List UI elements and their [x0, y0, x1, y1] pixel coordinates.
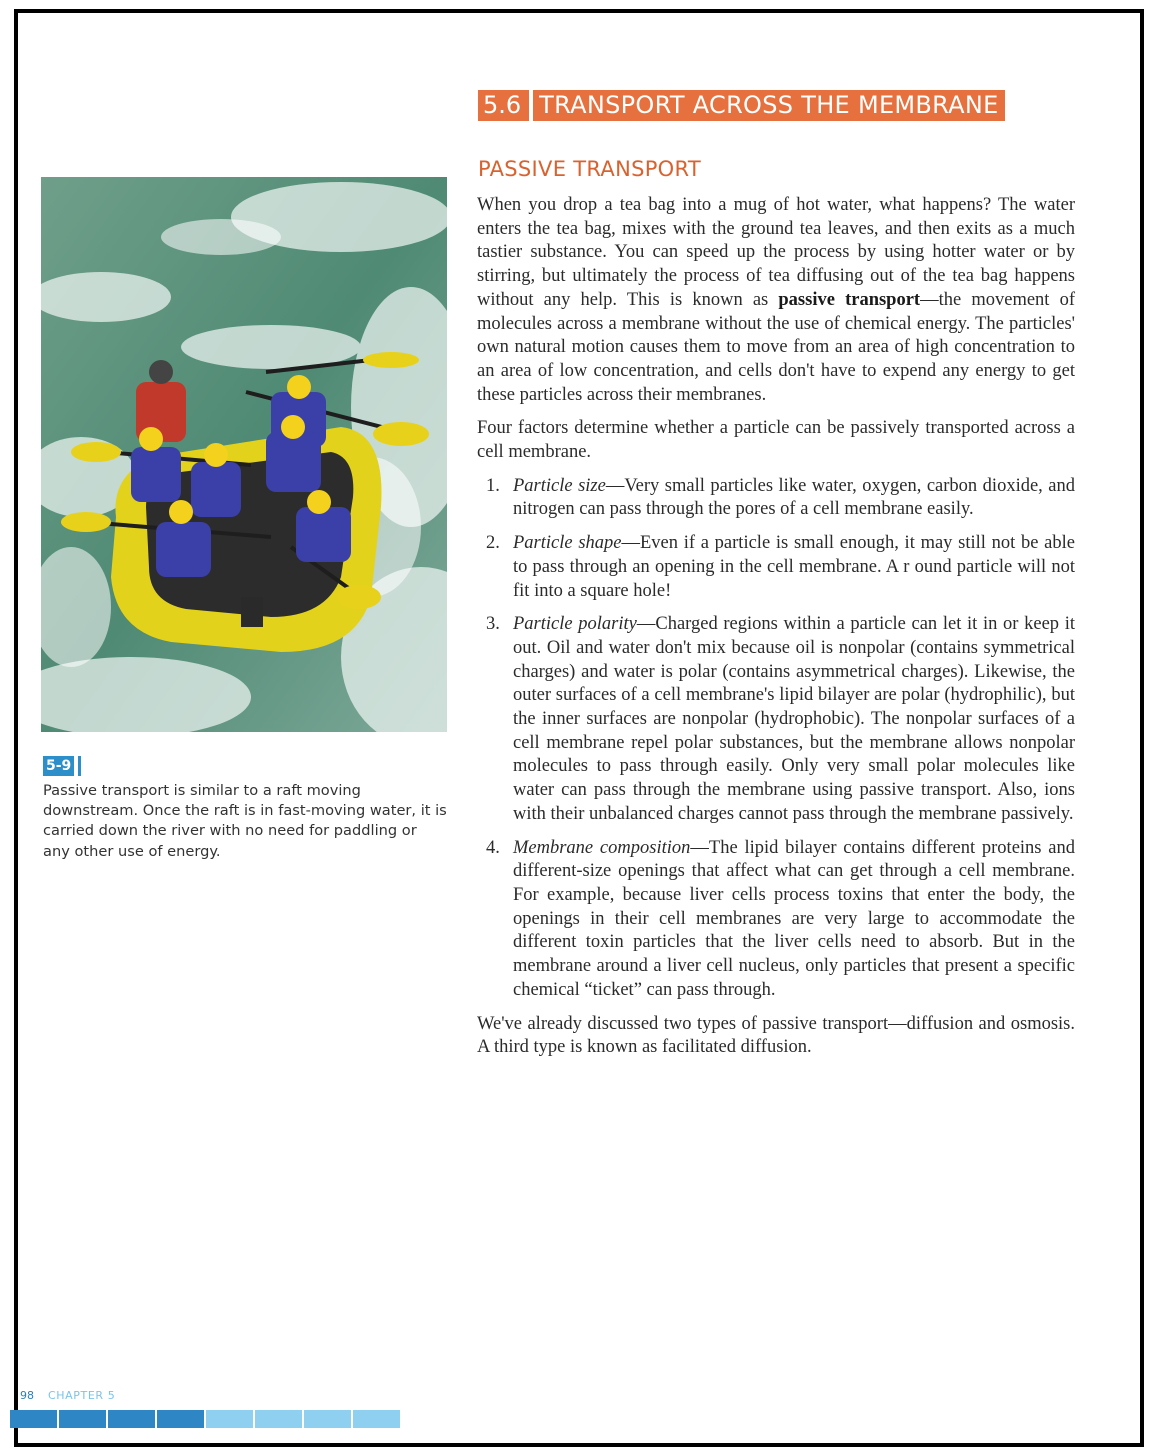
factor-term: Membrane composition	[513, 837, 691, 858]
sub-heading: PASSIVE TRANSPORT	[478, 157, 702, 181]
figure-caption: Passive transport is similar to a raft moving downstream. Once the raft is in fast-moving water, it is carried down the river with no need for paddling or any other use of energy.	[43, 782, 447, 860]
key-term: passive transport	[778, 289, 921, 310]
intro-paragraph: When you drop a tea bag into a mug of hot water, what happens? The water enters the tea bag, mixes with the ground tea leaves, and then exits as a much tastier substance. You can speed up the process by using hotter water or by stirring, but ultimately the process of tea diffusing out of the tea bag happens without any help. This is known as passive transport—the movement of molecules across a membrane without the use of chemical energy. The particles' own natural motion causes them to move from an area of high concentration to an area of low concentration, and cells don't have to expend any energy to get these particles across their membranes.	[477, 195, 1076, 405]
factors-intro: Four factors determine whether a particle can be passively transported across a cell membrane.	[477, 418, 1075, 463]
footer-bar	[157, 1410, 204, 1428]
page-number: 98	[20, 1389, 34, 1402]
section-header	[478, 90, 1005, 121]
factor-term: Particle polarity	[513, 614, 637, 635]
factor-term: Particle size	[513, 475, 606, 496]
footer-bar	[255, 1410, 302, 1428]
list-item: 2. Particle shape—Even if a particle is small enough, it may still not be able to pass through an opening in the cell membrane. A r ound particle will not fit into a square hole!	[486, 533, 1075, 601]
section-title: TRANSPORT ACROSS THE MEMBRANE	[533, 90, 1004, 121]
section-number: 5.6	[478, 90, 529, 121]
footer-color-bars	[10, 1410, 400, 1428]
page-footer	[20, 1389, 115, 1402]
list-item: 1. Particle size—Very small particles like water, oxygen, carbon dioxide, and nitrogen can pass through the pores of a cell membrane easily.	[486, 475, 1076, 520]
list-item: 3. Particle polarity—Charged regions within a particle can let it in or keep it out. Oil and water don't mix because oil is nonpolar (contains symmetrical charges) and water is polar (contains asymmetrical charges). Likewise, the outer surfaces of a cell membrane's lipid bilayer are polar (hydrophilic), but the inner surfaces are nonpolar (hydrophobic). The nonpolar surfaces of a cell membrane repel polar substances, but the membrane allows nonpolar molecules to pass through easily. Only very small polar molecules like water can pass through the membrane using passive transport. Also, ions with their unbalanced charges cannot pass through the membrane passively.	[486, 614, 1075, 824]
footer-bar	[108, 1410, 155, 1428]
figure-number: 5-9	[43, 756, 81, 776]
footer-bar	[59, 1410, 106, 1428]
body-text	[477, 194, 1075, 1070]
factors-list	[477, 475, 1075, 1003]
footer-bar	[304, 1410, 351, 1428]
footer-bar	[10, 1410, 57, 1428]
closing-paragraph: We've already discussed two types of passive transport—diffusion and osmosis. A third type is known as facilitated diffusion.	[477, 1013, 1075, 1058]
footer-bar	[206, 1410, 253, 1428]
chapter-label: CHAPTER 5	[48, 1389, 116, 1402]
raft-photo	[41, 177, 447, 732]
footer-bar	[353, 1410, 400, 1428]
list-item: 4. Membrane composition—The lipid bilayer contains different proteins and different-size openings that affect what can get through a cell membrane. For example, because liver cells process toxins that enter the body, the openings in their cell membranes are very large to accommodate the different toxin particles that the liver cells need to absorb. But in the membrane around a liver cell nucleus, only particles that present a specific chemical “ticket” can pass through.	[486, 837, 1076, 1000]
factor-term: Particle shape	[513, 533, 622, 554]
